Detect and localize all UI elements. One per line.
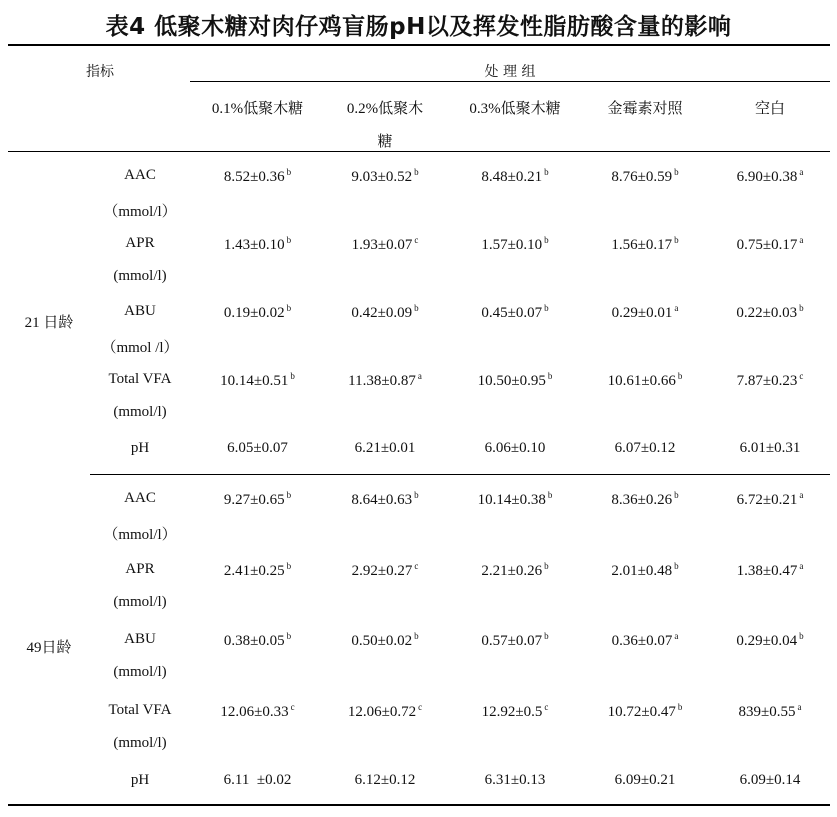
data-cell: 6.31±0.13 xyxy=(484,772,546,788)
data-cell: 0.19±0.02 $^b$ xyxy=(223,303,292,321)
age-label: 21 日龄 xyxy=(24,315,74,331)
data-cell: 0.29±0.01 $^a$ xyxy=(611,303,679,321)
data-cell: 2.21±0.26 $^b$ xyxy=(481,561,549,579)
group-header: 处 理 组 xyxy=(484,64,536,80)
data-cell: 10.72±0.47 $^b$ xyxy=(607,702,683,720)
data-cell: 10.14±0.51 $^b$ xyxy=(220,371,295,389)
column-header-wrap: 糖 xyxy=(377,134,393,150)
row-name: Total VFA xyxy=(108,371,172,387)
data-cell: 8.64±0.63 $^b$ xyxy=(351,490,419,508)
data-cell: 6.09±0.21 xyxy=(614,772,676,788)
data-cell: 10.50±0.95 $^b$ xyxy=(477,371,553,389)
data-cell: 1.57±0.10 $^b$ xyxy=(481,235,549,253)
age-label: 49日龄 xyxy=(26,640,72,656)
table-title: 表4 低聚木糖对肉仔鸡盲肠pH以及挥发性脂肪酸含量的影响 xyxy=(105,14,732,40)
row-name: APR xyxy=(125,235,155,251)
data-cell: 0.38±0.05 $^b$ xyxy=(223,631,292,649)
row-unit: (mmol/l) xyxy=(113,594,167,610)
data-cell: 1.38±0.47 $^a$ xyxy=(736,561,804,579)
data-cell: 6.07±0.12 xyxy=(614,440,676,456)
row-name: AAC xyxy=(124,490,156,506)
data-cell: 0.50±0.02 $^b$ xyxy=(351,631,419,649)
data-cell: 11.38±0.87 $^a$ xyxy=(348,371,422,389)
column-header: 0.2%低聚木 xyxy=(346,101,424,117)
data-cell: 0.36±0.07 $^a$ xyxy=(611,631,679,649)
data-cell: 12.06±0.72 $^c$ xyxy=(347,702,423,720)
column-header: 空白 xyxy=(754,101,785,117)
row-name: ABU xyxy=(124,631,156,647)
data-cell: 0.75±0.17 $^a$ xyxy=(736,235,804,253)
row-unit: (mmol/l) xyxy=(113,664,167,680)
data-cell: 0.45±0.07 $^b$ xyxy=(481,303,549,321)
data-cell: 8.52±0.36 $^b$ xyxy=(223,167,292,185)
row-name: AAC xyxy=(124,167,156,183)
top-rule xyxy=(8,44,830,46)
indicator-header: 指标 xyxy=(86,64,114,80)
column-header: 0.1%低聚木糖 xyxy=(211,101,304,117)
row-unit: (mmol/l) xyxy=(113,735,167,751)
group-rule xyxy=(190,81,830,82)
data-cell: 10.61±0.66 $^b$ xyxy=(607,371,683,389)
data-cell: 0.42±0.09 $^b$ xyxy=(351,303,419,321)
data-cell: 839±0.55 $^a$ xyxy=(738,702,802,720)
data-cell: 1.43±0.10 $^b$ xyxy=(223,235,292,253)
data-cell: 8.48±0.21 $^b$ xyxy=(481,167,549,185)
row-unit: （mmol /l） xyxy=(101,340,179,356)
data-cell: 6.06±0.10 xyxy=(484,440,546,456)
data-cell: 2.41±0.25 $^b$ xyxy=(223,561,292,579)
data-cell: 7.87±0.23 $^c$ xyxy=(736,371,804,389)
data-cell: 0.29±0.04 $^b$ xyxy=(736,631,804,649)
data-cell: 6.11 ±0.02 xyxy=(223,772,292,788)
data-cell: 9.27±0.65 $^b$ xyxy=(223,490,292,508)
data-cell: 6.21±0.01 xyxy=(354,440,416,456)
data-cell: 8.36±0.26 $^b$ xyxy=(611,490,679,508)
data-cell: 6.01±0.31 xyxy=(739,440,801,456)
data-cell: 1.56±0.17 $^b$ xyxy=(611,235,679,253)
data-cell: 6.09±0.14 xyxy=(739,772,801,788)
data-cell: 6.90±0.38 $^a$ xyxy=(736,167,804,185)
data-cell: 0.22±0.03 $^b$ xyxy=(736,303,804,321)
data-cell: 2.01±0.48 $^b$ xyxy=(611,561,679,579)
data-cell: 6.72±0.21 $^a$ xyxy=(736,490,804,508)
data-cell: 12.92±0.5 $^c$ xyxy=(481,702,549,720)
row-name: pH xyxy=(130,440,150,456)
block-separator xyxy=(90,474,830,475)
data-cell: 6.12±0.12 xyxy=(354,772,416,788)
column-header: 金霉素对照 xyxy=(607,101,683,117)
header-rule xyxy=(8,151,830,152)
data-cell: 1.93±0.07 $^c$ xyxy=(351,235,419,253)
data-cell: 12.06±0.33 $^c$ xyxy=(220,702,295,720)
row-unit: (mmol/l) xyxy=(113,268,167,284)
data-cell: 6.05±0.07 xyxy=(227,440,288,456)
row-unit: （mmol/l） xyxy=(103,527,177,543)
row-name: Total VFA xyxy=(108,702,172,718)
column-header: 0.3%低聚木糖 xyxy=(469,101,561,117)
data-cell: 9.03±0.52 $^b$ xyxy=(351,167,419,185)
row-unit: (mmol/l) xyxy=(113,404,167,420)
data-cell: 8.76±0.59 $^b$ xyxy=(611,167,679,185)
data-cell: 10.14±0.38 $^b$ xyxy=(477,490,553,508)
data-cell: 0.57±0.07 $^b$ xyxy=(481,631,549,649)
row-name: ABU xyxy=(124,303,156,319)
row-name: pH xyxy=(130,772,150,788)
bottom-rule xyxy=(8,804,830,806)
data-cell: 2.92±0.27 $^c$ xyxy=(351,561,419,579)
row-unit: （mmol/l） xyxy=(103,204,177,220)
row-name: APR xyxy=(125,561,155,577)
